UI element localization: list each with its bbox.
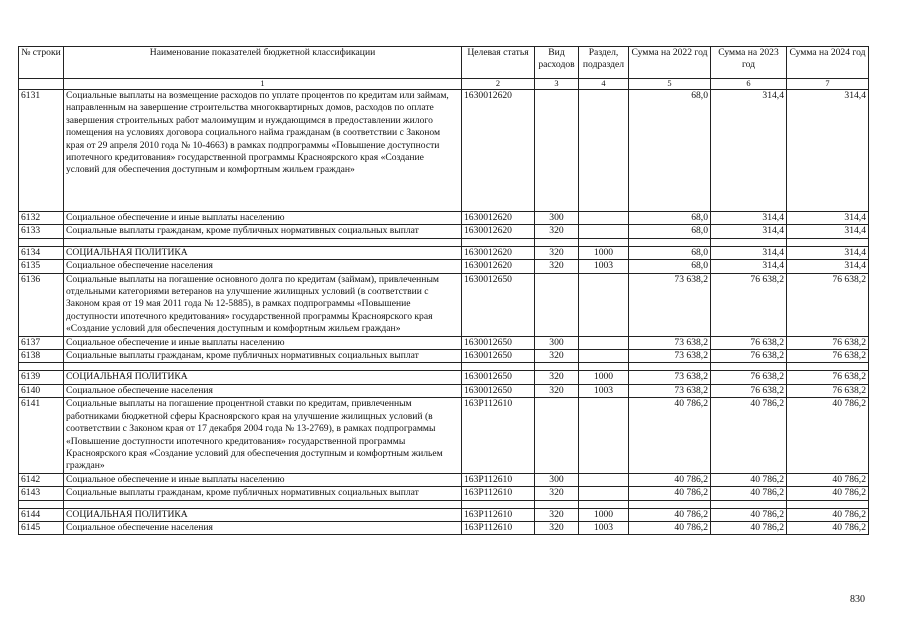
budget-table [18, 46, 869, 535]
sum-2022: 73 638,2 [629, 350, 711, 363]
expense-type [535, 273, 579, 336]
spacer-cell [787, 500, 869, 508]
table-row [19, 212, 869, 225]
indicator-name: Социальное обеспечение населения [64, 521, 462, 534]
section-code [579, 487, 629, 500]
spacer-cell [629, 238, 711, 246]
row-number: 6145 [19, 521, 64, 534]
column-number: 7 [787, 79, 869, 90]
table-row [19, 384, 869, 397]
sum-2022: 73 638,2 [629, 273, 711, 336]
row-number: 6141 [19, 398, 64, 473]
row-number: 6143 [19, 487, 64, 500]
indicator-name: Социальное обеспечение и иные выплаты населению [64, 473, 462, 486]
sum-2022: 68,0 [629, 225, 711, 238]
target-article: 1630012650 [462, 273, 535, 336]
header-sum-2023: Сумма на 2023 год [711, 47, 787, 79]
sum-2022: 40 786,2 [629, 521, 711, 534]
header-sum-2022: Сумма на 2022 год [629, 47, 711, 79]
sum-2024: 76 638,2 [787, 336, 869, 349]
sum-2024: 76 638,2 [787, 371, 869, 384]
target-article: 163P112610 [462, 398, 535, 473]
target-article: 1630012650 [462, 371, 535, 384]
expense-type: 320 [535, 384, 579, 397]
expense-type: 320 [535, 225, 579, 238]
section-code [579, 473, 629, 486]
row-number: 6139 [19, 371, 64, 384]
table-row [19, 336, 869, 349]
sum-2022: 40 786,2 [629, 398, 711, 473]
target-article: 1630012650 [462, 336, 535, 349]
spacer-cell [462, 500, 535, 508]
expense-type: 320 [535, 246, 579, 259]
sum-2024: 40 786,2 [787, 473, 869, 486]
sum-2024: 40 786,2 [787, 508, 869, 521]
row-number: 6142 [19, 473, 64, 486]
indicator-name: Социальное обеспечение населения [64, 260, 462, 273]
spacer-cell [462, 363, 535, 371]
sum-2022: 73 638,2 [629, 336, 711, 349]
row-number: 6137 [19, 336, 64, 349]
header-row [19, 47, 869, 79]
section-code [579, 225, 629, 238]
spacer-cell [535, 238, 579, 246]
indicator-name: Социальное обеспечение населения [64, 384, 462, 397]
sum-2023: 76 638,2 [711, 336, 787, 349]
table-row [19, 225, 869, 238]
section-code [579, 273, 629, 336]
sum-2022: 68,0 [629, 246, 711, 259]
sum-2024: 314,4 [787, 90, 869, 212]
sum-2023: 76 638,2 [711, 384, 787, 397]
spacer-cell [64, 363, 462, 371]
spacer-row [19, 238, 869, 246]
header-sum-2024: Сумма на 2024 год [787, 47, 869, 79]
target-article: 1630012620 [462, 260, 535, 273]
sum-2024: 314,4 [787, 246, 869, 259]
target-article: 163P112610 [462, 521, 535, 534]
sum-2022: 73 638,2 [629, 371, 711, 384]
sum-2023: 76 638,2 [711, 273, 787, 336]
table-row [19, 473, 869, 486]
spacer-cell [19, 238, 64, 246]
spacer-cell [711, 500, 787, 508]
section-code [579, 212, 629, 225]
section-code: 1003 [579, 521, 629, 534]
target-article: 1630012620 [462, 212, 535, 225]
row-number: 6135 [19, 260, 64, 273]
spacer-cell [535, 363, 579, 371]
indicator-name: Социальное обеспечение и иные выплаты населению [64, 336, 462, 349]
spacer-cell [629, 363, 711, 371]
sum-2024: 314,4 [787, 212, 869, 225]
target-article: 1630012620 [462, 90, 535, 212]
column-number: 2 [462, 79, 535, 90]
sum-2024: 76 638,2 [787, 384, 869, 397]
expense-type: 300 [535, 212, 579, 225]
table-row [19, 521, 869, 534]
sum-2022: 68,0 [629, 260, 711, 273]
table-row [19, 90, 869, 212]
sum-2022: 73 638,2 [629, 384, 711, 397]
expense-type [535, 90, 579, 212]
table-row [19, 371, 869, 384]
indicator-name: Социальные выплаты на погашение процентной ставки по кредитам, привлеченным работниками бюджетной сферы Красноярского края на улучшение жилищных условий (в соответствии с Законом края от 17 декабря 2004 года № 13-2769), в рамках подпрограммы «Повышение доступности ипотечного кредитования» государственной программы Красноярского края «Создание условий для обеспечения доступным и комфортным жильем граждан» [64, 398, 462, 473]
column-number: 5 [629, 79, 711, 90]
section-code [579, 336, 629, 349]
target-article: 1630012650 [462, 384, 535, 397]
target-article: 163P112610 [462, 473, 535, 486]
table-row [19, 273, 869, 336]
expense-type: 320 [535, 487, 579, 500]
section-code: 1000 [579, 371, 629, 384]
indicator-name: Социальные выплаты гражданам, кроме публичных нормативных социальных выплат [64, 487, 462, 500]
spacer-cell [462, 238, 535, 246]
expense-type: 320 [535, 260, 579, 273]
expense-type: 320 [535, 350, 579, 363]
row-number: 6136 [19, 273, 64, 336]
section-code [579, 350, 629, 363]
sum-2023: 76 638,2 [711, 350, 787, 363]
target-article: 1630012620 [462, 246, 535, 259]
target-article: 163P112610 [462, 487, 535, 500]
spacer-cell [535, 500, 579, 508]
column-number: 1 [64, 79, 462, 90]
sum-2022: 40 786,2 [629, 473, 711, 486]
spacer-row [19, 363, 869, 371]
sum-2023: 40 786,2 [711, 473, 787, 486]
spacer-cell [787, 238, 869, 246]
sum-2023: 76 638,2 [711, 371, 787, 384]
sum-2024: 76 638,2 [787, 273, 869, 336]
sum-2023: 314,4 [711, 260, 787, 273]
expense-type: 320 [535, 371, 579, 384]
section-code: 1003 [579, 260, 629, 273]
indicator-name: Социальные выплаты на погашение основного долга по кредитам (займам), привлеченным отдельными категориями ветеранов на улучшение жилищных условий (в соответствии с Законом края от 19 мая 2011 года № 12-5885), в рамках подпрограммы «Повышение доступности ипотечного кредитования» государственной программы Красноярского края «Создание условий для обеспечения доступным и комфортным жильем граждан» [64, 273, 462, 336]
table-row [19, 508, 869, 521]
row-number: 6140 [19, 384, 64, 397]
page-number: 830 [850, 594, 865, 605]
spacer-cell [629, 500, 711, 508]
spacer-cell [64, 238, 462, 246]
target-article: 1630012620 [462, 225, 535, 238]
section-code: 1003 [579, 384, 629, 397]
row-number: 6138 [19, 350, 64, 363]
column-number: 4 [579, 79, 629, 90]
sum-2024: 40 786,2 [787, 398, 869, 473]
indicator-name: СОЦИАЛЬНАЯ ПОЛИТИКА [64, 508, 462, 521]
sum-2022: 68,0 [629, 90, 711, 212]
target-article: 163P112610 [462, 508, 535, 521]
column-number: 6 [711, 79, 787, 90]
sum-2022: 40 786,2 [629, 487, 711, 500]
spacer-row [19, 500, 869, 508]
sum-2023: 40 786,2 [711, 398, 787, 473]
spacer-cell [19, 500, 64, 508]
indicator-name: Социальные выплаты на возмещение расходов по уплате процентов по кредитам или займам, направленным на завершение строительства многоквартирных домов, расходов по оплате завершения строительных работ малоимущим и нуждающимся в предоставлении жилого помещения на условиях договора социального найма гражданам (в соответствии с Законом края от 29 апреля 2010 года № 10-4663) в рамках подпрограммы «Повышение доступности ипотечного кредитования» государственной программы Красноярского края «Создание условий для обеспечения доступным и комфортным жильем граждан» [64, 90, 462, 212]
column-number-row [19, 79, 869, 90]
table-row [19, 246, 869, 259]
expense-type [535, 398, 579, 473]
sum-2023: 40 786,2 [711, 508, 787, 521]
sum-2024: 314,4 [787, 260, 869, 273]
table-row [19, 260, 869, 273]
expense-type: 320 [535, 521, 579, 534]
spacer-cell [711, 238, 787, 246]
sum-2023: 314,4 [711, 225, 787, 238]
table-row [19, 398, 869, 473]
sum-2024: 76 638,2 [787, 350, 869, 363]
sum-2024: 40 786,2 [787, 521, 869, 534]
row-number: 6134 [19, 246, 64, 259]
spacer-cell [19, 363, 64, 371]
sum-2023: 40 786,2 [711, 487, 787, 500]
spacer-cell [711, 363, 787, 371]
spacer-cell [579, 500, 629, 508]
sum-2024: 314,4 [787, 225, 869, 238]
spacer-cell [787, 363, 869, 371]
section-code [579, 398, 629, 473]
expense-type: 300 [535, 336, 579, 349]
row-number: 6131 [19, 90, 64, 212]
sum-2024: 40 786,2 [787, 487, 869, 500]
header-row-no: № строки [19, 47, 64, 79]
sum-2023: 314,4 [711, 90, 787, 212]
header-section: Раздел, подраздел [579, 47, 629, 79]
spacer-cell [579, 238, 629, 246]
sum-2022: 40 786,2 [629, 508, 711, 521]
indicator-name: Социальные выплаты гражданам, кроме публичных нормативных социальных выплат [64, 350, 462, 363]
section-code: 1000 [579, 246, 629, 259]
header-name: Наименование показателей бюджетной классификации [64, 47, 462, 79]
sum-2023: 314,4 [711, 246, 787, 259]
row-number: 6132 [19, 212, 64, 225]
expense-type: 320 [535, 508, 579, 521]
sum-2022: 68,0 [629, 212, 711, 225]
indicator-name: СОЦИАЛЬНАЯ ПОЛИТИКА [64, 371, 462, 384]
table-row [19, 487, 869, 500]
spacer-cell [64, 500, 462, 508]
indicator-name: СОЦИАЛЬНАЯ ПОЛИТИКА [64, 246, 462, 259]
table-row [19, 350, 869, 363]
header-expense-type: Вид расходов [535, 47, 579, 79]
row-number: 6133 [19, 225, 64, 238]
column-number: 3 [535, 79, 579, 90]
spacer-cell [579, 363, 629, 371]
indicator-name: Социальные выплаты гражданам, кроме публичных нормативных социальных выплат [64, 225, 462, 238]
expense-type: 300 [535, 473, 579, 486]
indicator-name: Социальное обеспечение и иные выплаты населению [64, 212, 462, 225]
target-article: 1630012650 [462, 350, 535, 363]
sum-2023: 40 786,2 [711, 521, 787, 534]
header-target-article: Целевая статья [462, 47, 535, 79]
column-number [19, 79, 64, 90]
section-code [579, 90, 629, 212]
sum-2023: 314,4 [711, 212, 787, 225]
row-number: 6144 [19, 508, 64, 521]
table-body [19, 90, 869, 535]
section-code: 1000 [579, 508, 629, 521]
